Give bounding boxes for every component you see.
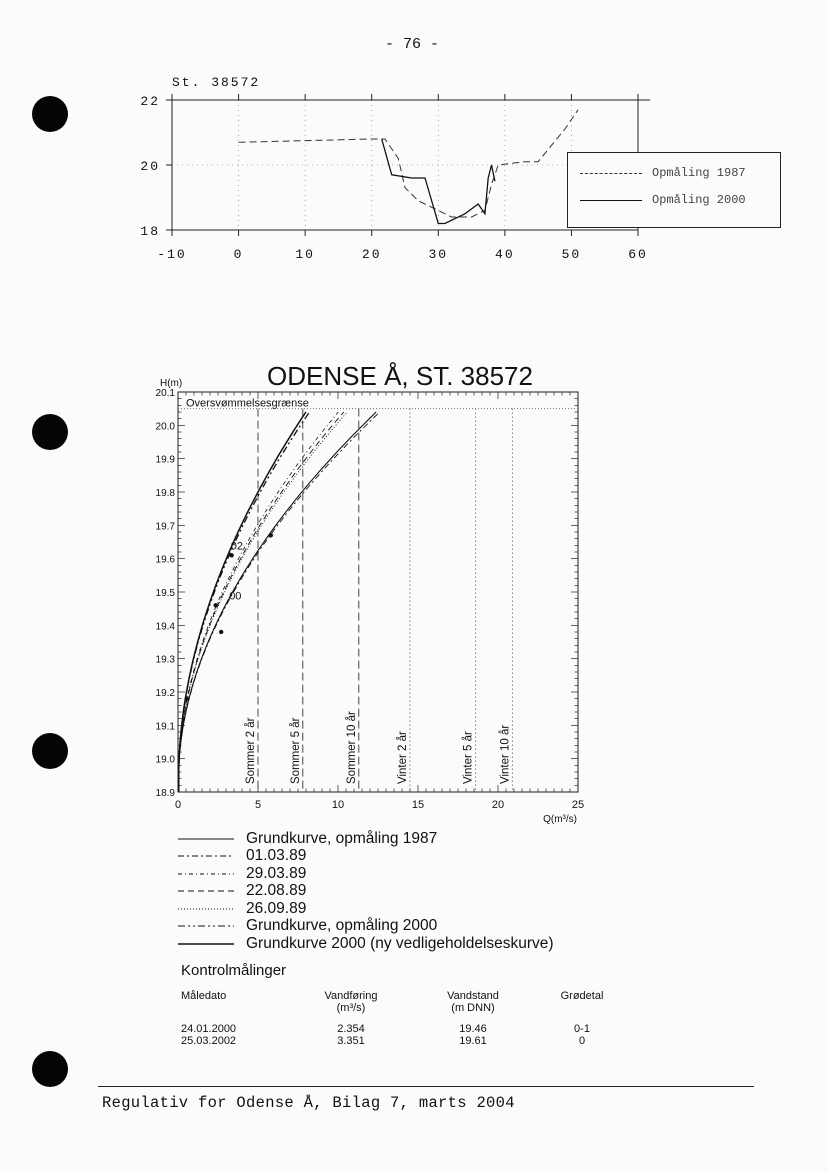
legend-entry [178,918,678,936]
kontrol-unit [181,1002,293,1014]
kontrol-unit: (m DNN) [451,1002,495,1014]
kontrol-cell: 19.46 [459,1023,487,1035]
legend-label: 22.08.89 [246,882,307,900]
x-axis-label: Q(m³/s) [543,814,577,825]
y-tick-label: 19.6 [155,554,175,566]
return-period-label: Sommer 10 år [345,711,358,784]
legend-entry [178,900,678,918]
punch-hole [32,1051,68,1087]
legend-entry [178,830,678,848]
kontrol-title: Kontrolmålinger [181,962,287,979]
legend-swatch [178,872,234,876]
legend-label: Grundkurve 2000 (ny vedligeholdelseskurve) [246,934,554,952]
control-point [185,696,189,700]
x-tick-label: 60 [628,247,648,262]
curve-label: 00 [229,590,242,603]
x-tick-label: 5 [254,799,262,811]
kontrol-header: Måledato [181,990,227,1002]
kontrol-header-row [181,990,627,1002]
control-point [269,533,273,537]
legend-label: 26.09.89 [246,899,307,917]
kontrol-cell: 25.03.2002 [181,1035,237,1047]
rating-curve-legend [178,830,678,953]
y-tick-label: 19.5 [155,588,175,599]
y-tick-label: 19.3 [155,654,175,666]
x-tick-label: 10 [295,247,315,262]
x-tick-label: 30 [428,247,449,262]
kontrol-cell: 2.354 [337,1023,365,1035]
legend-swatch [178,854,234,858]
x-tick-label: 0 [233,247,244,262]
x-tick-label: 25 [571,799,585,811]
kontrol-cell: 24.01.2000 [181,1023,237,1035]
y-tick-label: 22 [140,94,160,109]
return-period-label: Sommer 5 år [289,717,302,784]
y-tick-label: 19.0 [155,754,175,766]
y-tick-label: 19.9 [155,454,175,466]
kontrol-unit [537,1002,627,1014]
x-tick-label: 0 [174,799,182,811]
return-period-label: Vinter 2 år [397,731,409,784]
kontrol-unit: (m³/s) [336,1002,366,1014]
x-tick-label: -10 [157,247,187,262]
control-point [219,630,223,634]
x-tick-label: 15 [411,799,425,811]
footer-text: Regulativ for Odense Å, Bilag 7, marts 2004 [102,1094,515,1112]
curve-label: 02 [230,540,244,553]
x-tick-label: 20 [491,799,505,811]
kontrol-units-row [181,1002,627,1014]
y-tick-label: 18.9 [155,788,175,799]
legend-swatch [178,942,234,946]
legend-entry [178,935,678,953]
chart-title: St. 38572 [172,75,261,90]
legend-label: 29.03.89 [246,864,307,882]
kontrol-header: Vandstand [447,990,499,1002]
control-point [213,603,217,607]
legend-swatch [178,907,234,911]
flood-level-label: Oversvømmelsesgrænse [186,397,309,410]
y-tick-label: 20.1 [155,388,175,399]
rating-curve [179,412,344,792]
kontrol-header: Vandføring [324,990,378,1002]
table-row [181,1023,627,1035]
y-tick-label: 19.8 [155,488,175,499]
legend-swatch [178,837,234,841]
legend-entry [178,883,678,901]
kontrol-cell: 0-1 [574,1023,590,1035]
y-tick-label: 19.2 [155,688,175,699]
kontrol-cell: 3.351 [337,1035,365,1047]
y-tick-label: 20 [140,159,160,174]
y-tick-label: 20.0 [155,421,175,433]
page-number: - 76 - [385,36,440,53]
y-tick-label: 19.1 [155,721,175,733]
rating-curve [179,412,306,792]
footer-rule [98,1086,754,1087]
x-tick-label: 50 [561,247,582,262]
return-period-label: Vinter 10 år [499,724,512,784]
legend-swatch [178,924,234,928]
rating-curve [179,412,339,792]
kontrol-table [181,990,627,1047]
control-point [229,553,233,557]
y-tick-label: 19.7 [155,521,175,533]
legend-label: Grundkurve, opmåling 1987 [246,829,438,847]
chart-title: ODENSE Å, ST. 38572 [267,361,533,391]
x-tick-label: 20 [361,247,382,262]
kontrol-cell: 19.61 [459,1035,487,1047]
legend-swatch [178,889,234,893]
legend-entry [178,848,678,866]
legend-label: Grundkurve, opmåling 2000 [246,917,438,935]
return-period-label: Sommer 2 år [245,717,257,784]
legend-label: Opmåling 2000 [652,193,746,207]
table-row [181,1035,627,1047]
y-tick-label: 19.4 [155,621,175,633]
kontrol-cell: 0 [578,1035,586,1047]
legend-label: 01.03.89 [246,847,307,865]
legend-entry [178,865,678,883]
return-period-label: Vinter 5 år [462,731,475,784]
x-tick-label: 40 [495,247,515,262]
y-axis-label: H(m) [160,378,183,389]
x-tick-label: 10 [331,799,345,811]
legend-label: Opmåling 1987 [652,166,746,180]
kontrol-header: Grødetal [560,990,604,1002]
y-tick-label: 18 [140,224,160,239]
